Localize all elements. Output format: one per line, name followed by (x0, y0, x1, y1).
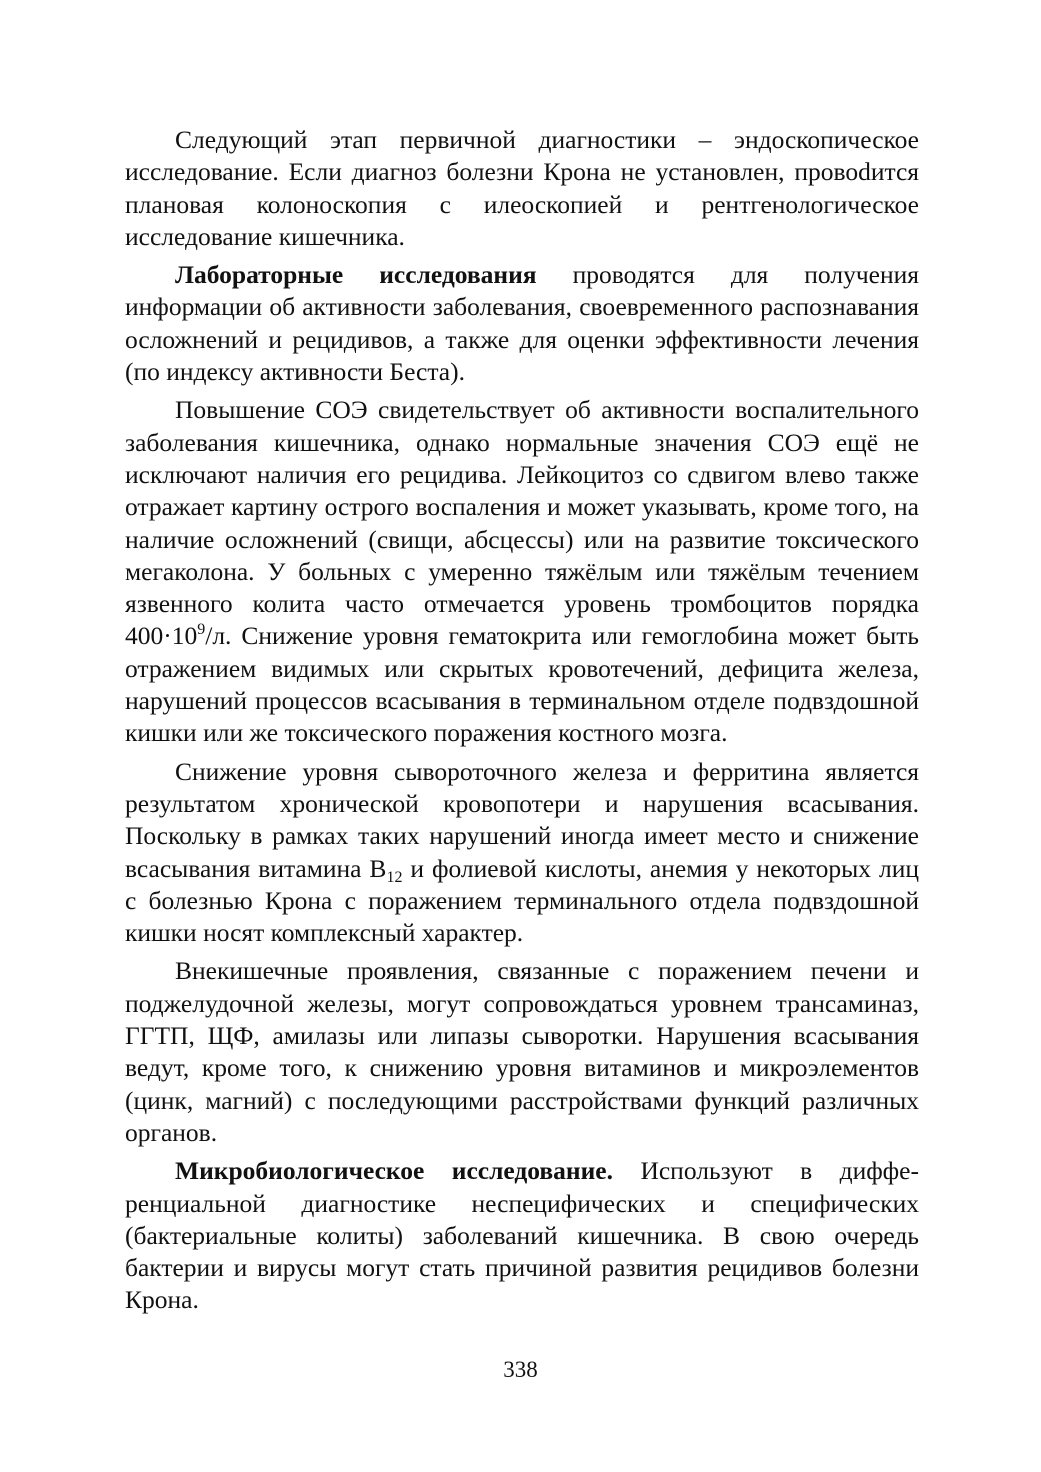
paragraph-endoscopy (125, 124, 919, 253)
paragraph-text: Снижение уровня сывороточного железа и ферритина является результатом хронической кровопотери и нарушения всасывания. Поскольку в рамках таких нарушений иногда имеет место и снижение всасывания витамина В (125, 756, 919, 883)
paragraph-text: Используют в дифференциальной диагностике неспецифических и специфических (бактериальные колиты) заболеваний кишечника. В свою очередь бактерии и вирусы могут стать причиной развития рецидивов болезни Крона. (125, 1156, 919, 1315)
paragraph-microbiology (125, 1155, 919, 1316)
superscript-exponent: 9 (197, 621, 206, 639)
subscript-vitamin: 12 (386, 868, 403, 886)
paragraph-text: /л. Снижение уровня гематокрита или гемоглобина может быть отражением видимых или скрытых кровотечений, дефицита железа, нарушений процессов всасывания в терминальном отделе подвздошной кишки или же токсического поражения костного мозга. (125, 621, 919, 748)
section-heading-microbiology: Микробиологическое исследование. (175, 1156, 613, 1186)
paragraph-text: и фолиевой кислоты, анемия у некоторых лиц с болезнью Крона с поражением терминального отдела подвздошной кишки носят комплексный характер. (125, 853, 919, 948)
page-number: 338 (503, 1357, 538, 1382)
paragraph-extraintestinal (125, 955, 919, 1149)
paragraph-text: проводятся для получения информации об активности заболевания, своевременного распознавания осложнений и рецидивов, а также для оценки эффективности лечения (по индексу активности Беста). (125, 260, 919, 387)
paragraph-iron (125, 756, 919, 950)
paragraph-text: Следующий этап первичной диагностики – эндоскопическое исследование. Если диагноз болезни Крона не установлен, провоdится плановая колоноскопия с илеоскопией и рентгенологическое исследование кишечника. (125, 125, 919, 251)
paragraph-lab-tests (125, 259, 919, 388)
paragraph-esr (125, 394, 919, 749)
paragraph-text: Внекишечные проявления, связанные с поражением печени и поджелудочной железы, могут сопровождаться уровнем трансаминаз, ГГТП, ЩФ, амилазы или липазы сыворотки. Нарушения всасывания ведут, кроме того, к снижению уровня витаминов и микроэлементов (цинк, магний) с последующими расстройствами функций различных органов. (125, 956, 919, 1147)
paragraph-text: Повышение СОЭ свидетельствует об активности воспалительного заболевания кишечника, однако нормальные значения СОЭ ещё не исключают наличия его рецидива. Лейкоцитоз со сдвигом влево также отражает картину острого воспаления и может указывать, кроме того, на наличие осложнений (свищи, абсцессы) или на развитие токсического мегаколона. У больных с умеренно тяжёлым или тяжёлым течением язвенного колита часто отмечается уровень тромбоцитов порядка 400·10 (125, 395, 919, 651)
page-body (125, 124, 919, 1323)
section-heading-lab-tests: Лабораторные исследования (175, 260, 537, 290)
